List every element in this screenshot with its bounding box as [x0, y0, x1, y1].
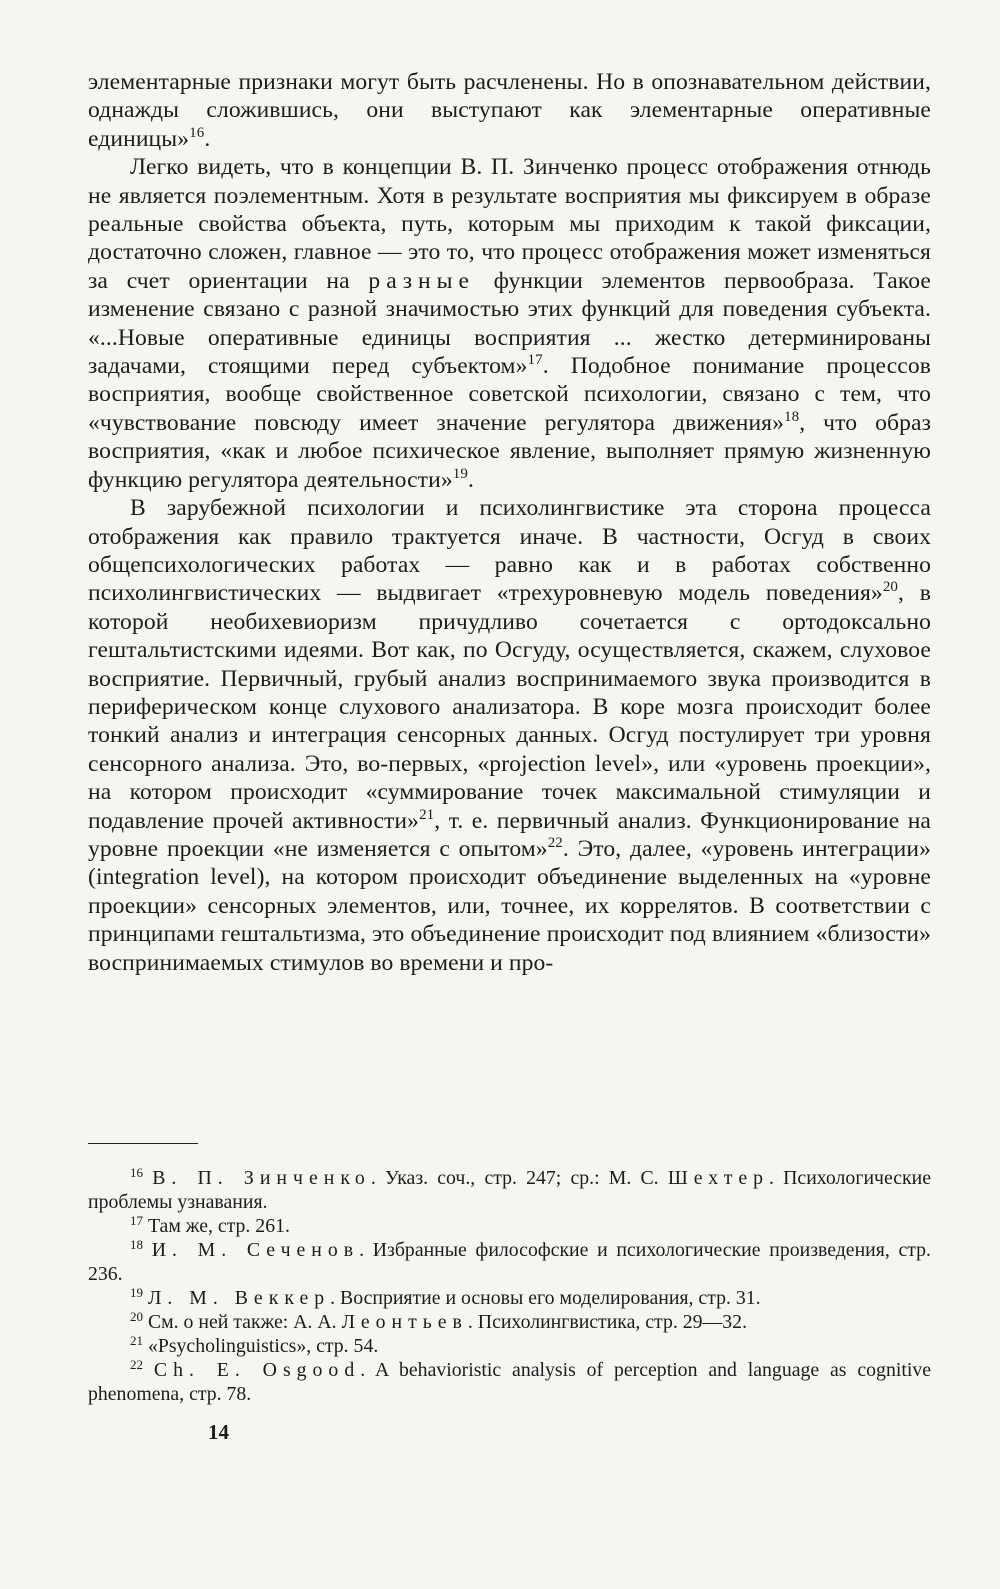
paragraph-2: Легко видеть, что в концепции В. П. Зинченко процесс отображения отнюдь не является поэлементным. Хотя в результате восприятия мы фиксируем в образе реальные свойства объекта, путь, которым мы приходим к такой фиксации, достаточно сложен, главное — это то, что процесс отображения может изменяться за счет ориентации на разные функции элементов первообраза. Такое изменение связано с разной значимостью этих функций для поведения субъекта. «...Новые оперативные единицы восприятия ... жестко детерминированы задачами, стоящими перед субъектом»$^{17}$. Подобное понимание процессов восприятия, вообще свойственное советской психологии, связано с тем, что «чувствование повсюду имеет значение регулятора движения»$^{18}$, что образ восприятия, «как и любое психическое явление, выполняет прямую жизненную функцию регулятора деятельности»$^{19}$.: [88, 154, 932, 493]
main-text: [88, 68, 931, 977]
footnote-divider: [88, 1143, 198, 1144]
footnote-ref-19[interactable]: 19: [452, 465, 468, 482]
footnotes: [88, 1166, 931, 1406]
footnote-18: $^{18}$ И. М. Сеченов. Избранные философские и психологические произведения, стр. 236.: [88, 1237, 931, 1285]
emphasized-word: разные: [368, 267, 475, 294]
footnote-ref-21[interactable]: 21: [419, 806, 435, 823]
footnote-22: $^{22}$ Ch. E. Osgood. A behavioristic analysis of perception and language as cognitive phenomena, стр. 78.: [88, 1357, 931, 1405]
footnote-ref-16[interactable]: 16: [189, 124, 205, 141]
footnote-21: $^{21}$ «Psycholinguistics», стр. 54.: [130, 1333, 379, 1357]
footnote-16: $^{16}$ В. П. Зинченко. Указ. соч., стр. 247; ср.: М. С. Шехтер. Психологические проблемы узнавания.: [88, 1165, 932, 1213]
footnote-author: Ch. E. Osgood: [153, 1359, 361, 1381]
footnote-ref-20[interactable]: 20: [882, 579, 899, 596]
footnote-ref-22[interactable]: 22: [547, 834, 563, 851]
footnote-20: $^{20}$ См. о ней также: А. А. Леонтьев. Психолингвистика, стр. 29—32.: [130, 1309, 748, 1333]
footnote-author: Леонтьев: [341, 1311, 468, 1333]
paragraph-1: элементарные признаки могут быть расчленены. Но в опознавательном действии, однажды сложившись, они выступают как элементарные оперативные единицы»$^{16}$.: [88, 69, 931, 152]
footnote-17: $^{17}$ Там же, стр. 261.: [130, 1213, 290, 1237]
footnote-author: Л. М. Веккер: [147, 1287, 331, 1309]
page-number: 14: [208, 1420, 229, 1444]
footnote-ref-17[interactable]: 17: [527, 352, 543, 369]
footnote-author: В. П. Зинченко: [152, 1167, 371, 1189]
footnote-ref-18[interactable]: 18: [784, 408, 800, 425]
footnote-19: $^{19}$ Л. М. Веккер. Восприятие и основы его моделирования, стр. 31.: [130, 1285, 761, 1309]
footnote-author: Шехтер: [667, 1167, 770, 1189]
paragraph-3: В зарубежной психологии и психолингвистике эта сторона процесса отображения как правило трактуется иначе. В частности, Осгуд в своих общепсихологических работах — равно как и в работах собственно психолингвистических — выдвигает «трехуровневую модель поведения»$^{20}$, в которой необихевиоризм причудливо сочетается с ортодоксально гештальтистскими идеями. Вот как, по Осгуду, осуществляется, скажем, слуховое восприятие. Первичный, грубый анализ воспринимаемого звука производится в периферическом конце слухового анализатора. В коре мозга происходит более тонкий анализ и интеграция сенсорных данных. Осгуд постулирует три уровня сенсорного анализа. Это, во-первых, «projection level», или «уровень проекции», на котором происходит «суммирование точек максимальной стимуляции и подавление прочей активности»$^{21}$, т. е. первичный анализ. Функционирование на уровне проекции «не изменяется с опытом»$^{22}$. Это, далее, «уровень интеграции» (integration level), на котором происходит объединение выделенных на «уровне проекции» сенсорных элементов, или, точнее, их коррелятов. В соответствии с принципами гештальтизма, это объединение происходит под влиянием «близости» воспринимаемых стимулов во времени и про-: [88, 495, 931, 976]
footnote-author: И. М. Сеченов: [151, 1239, 360, 1261]
